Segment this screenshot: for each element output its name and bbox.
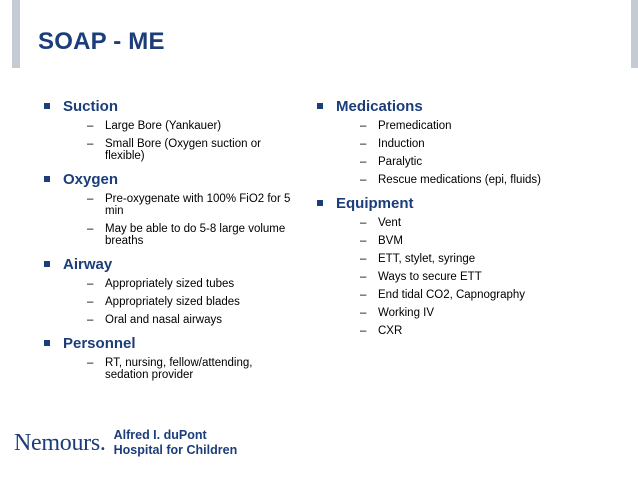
square-bullet-icon bbox=[317, 200, 323, 206]
bullet-list bbox=[315, 217, 615, 337]
hospital-name-line-2: Hospital for Children bbox=[113, 443, 238, 457]
square-bullet-icon bbox=[44, 103, 50, 109]
list-item: – End tidal CO2, Capnography bbox=[360, 289, 526, 301]
nemours-logo bbox=[14, 428, 237, 458]
section-heading: Personnel bbox=[63, 334, 136, 352]
right-column bbox=[315, 95, 615, 343]
square-bullet-icon bbox=[44, 340, 50, 346]
bullet-list bbox=[42, 120, 292, 162]
section-heading: Suction bbox=[63, 97, 118, 115]
section-airway bbox=[42, 253, 292, 326]
list-item: – Paralytic bbox=[360, 156, 423, 168]
section-personnel bbox=[42, 332, 292, 381]
title-accent-bar-left bbox=[12, 0, 20, 68]
bullet-list bbox=[42, 357, 292, 381]
section-equipment bbox=[315, 192, 615, 337]
list-item: – Working IV bbox=[360, 307, 435, 319]
section-heading: Medications bbox=[336, 97, 423, 115]
square-bullet-icon bbox=[44, 176, 50, 182]
section-heading: Oxygen bbox=[63, 170, 119, 188]
title-accent-bar-right bbox=[631, 0, 638, 68]
list-item: – May be able to do 5-8 large volume breaths bbox=[87, 223, 286, 247]
brand-name: Nemours. bbox=[14, 429, 106, 456]
square-bullet-icon bbox=[317, 103, 323, 109]
slide-title: SOAP - ME bbox=[38, 28, 165, 55]
list-item: – Ways to secure ETT bbox=[360, 271, 482, 283]
list-item: – BVM bbox=[360, 235, 403, 247]
bullet-list bbox=[315, 120, 615, 186]
section-medications bbox=[315, 95, 615, 186]
list-item: – RT, nursing, fellow/attending, sedation provider bbox=[87, 357, 253, 381]
bullet-list bbox=[42, 193, 292, 247]
list-item: – Appropriately sized blades bbox=[87, 296, 240, 308]
section-suction bbox=[42, 95, 292, 162]
list-item: – CXR bbox=[360, 325, 403, 337]
section-heading: Equipment bbox=[336, 194, 414, 212]
section-heading: Airway bbox=[63, 255, 113, 273]
square-bullet-icon bbox=[44, 261, 50, 267]
list-item: – Induction bbox=[360, 138, 425, 150]
list-item: – Rescue medications (epi, fluids) bbox=[360, 174, 541, 186]
hospital-name bbox=[114, 428, 238, 458]
section-oxygen bbox=[42, 168, 292, 247]
list-item: – Premedication bbox=[360, 120, 452, 132]
list-item: – Oral and nasal airways bbox=[87, 314, 222, 326]
hospital-name-line-1: Alfred I. duPont bbox=[113, 428, 207, 442]
list-item: – Small Bore (Oxygen suction or flexible) bbox=[87, 138, 261, 162]
bullet-list bbox=[42, 278, 292, 326]
list-item: – Pre-oxygenate with 100% FiO2 for 5 min bbox=[87, 193, 291, 217]
list-item: – ETT, stylet, syringe bbox=[360, 253, 476, 265]
list-item: – Large Bore (Yankauer) bbox=[87, 120, 222, 132]
list-item: – Vent bbox=[360, 217, 402, 229]
left-column bbox=[42, 95, 292, 387]
list-item: – Appropriately sized tubes bbox=[87, 278, 235, 290]
